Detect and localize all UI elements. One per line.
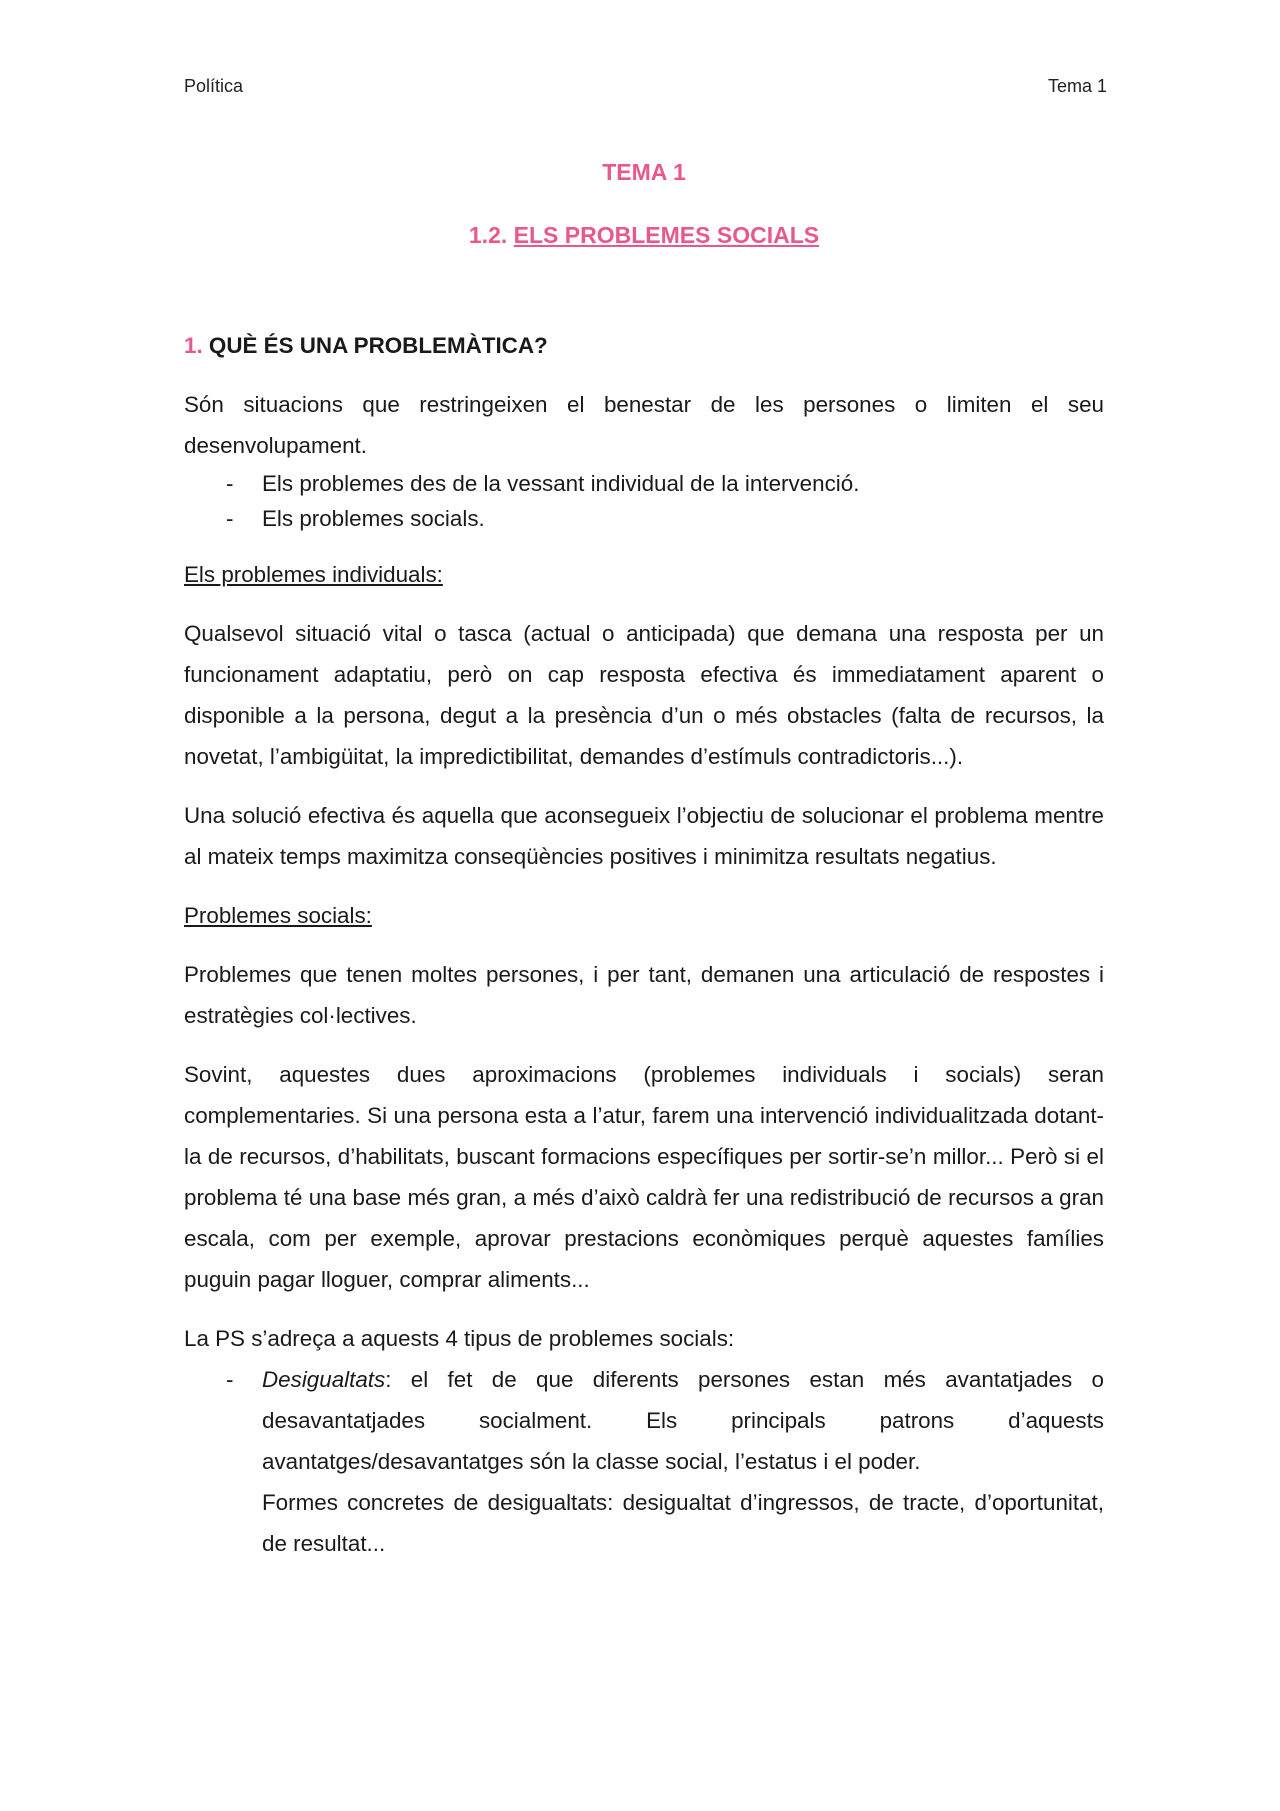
type-term: Desigualtats [262, 1367, 386, 1392]
individual-paragraph-1: Qualsevol situació vital o tasca (actual o anticipada) que demana una resposta per un funcionament adaptatiu, però on cap resposta efectiva és immediatament aparent o disponible a la persona, degut a la presència d’un o més obstacles (falta de recursos, la novetat, l’ambigüitat, la impredictibilitat, demandes d’estímuls contradictoris...). [184, 621, 1104, 769]
page-subtitle [184, 215, 1104, 256]
section-heading [184, 325, 1104, 366]
types-list [184, 1359, 1104, 1564]
section-number: 1. [184, 333, 203, 358]
list-item: - Els problemes socials. [184, 501, 1104, 536]
document-body [184, 152, 1104, 1564]
list-item [184, 1359, 1104, 1564]
page-title: TEMA 1 [602, 159, 686, 185]
type-detail: Formes concretes de desigualtats: desigualtat d’ingressos, de tracte, d’oportunitat, de resultat... [262, 1490, 1104, 1556]
dash-marker: - [226, 1367, 234, 1392]
list-item: - Els problemes des de la vessant individual de la intervenció. [184, 466, 1104, 501]
social-paragraph-3: La PS s’adreça a aquests 4 tipus de problemes socials: [184, 1326, 735, 1351]
social-paragraph-2: Sovint, aquestes dues aproximacions (problemes individuals i socials) seran complementaries. Si una persona esta a l’atur, farem una intervenció individualitzada dotant-la de recursos, d’habilitats, buscant formacions específiques per sortir-se’n millor... Però si el problema té una base més gran, a més d’això caldrà fer una redistribució de recursos a gran escala, com per exemple, aprovar prestacions econòmiques perquè aquestes famílies puguin pagar lloguer, comprar aliments... [184, 1062, 1104, 1292]
dash-marker: - [226, 506, 234, 531]
subtitle-prefix: 1.2. [468, 222, 514, 248]
header-topic: Tema 1 [1047, 76, 1107, 96]
intro-list [184, 466, 1104, 536]
intro-paragraph: Són situacions que restringeixen el benestar de les persones o limiten el seu desenvolupament. [184, 392, 1104, 458]
type-description: : el fet de que diferents persones estan més avantatjades o desavantatjades socialment. Els principals patrons d’aquests avantatges/desavantatges són la classe social, l’estatus i el poder. [262, 1367, 1104, 1474]
individual-paragraph-2: Una solució efectiva és aquella que aconsegueix l’objectiu de solucionar el problema mentre al mateix temps maximitza conseqüències positives i minimitza resultats negatius. [184, 803, 1104, 869]
subheading-social: Problemes socials: [184, 903, 372, 928]
subheading-individual: Els problemes individuals: [184, 562, 443, 587]
header-subject: Política [184, 76, 244, 96]
subtitle-underlined: ELS PROBLEMES SOCIALS [513, 222, 820, 248]
dash-marker: - [226, 471, 234, 496]
social-paragraph-1: Problemes que tenen moltes persones, i per tant, demanen una articulació de respostes i estratègies col·lectives. [184, 962, 1104, 1028]
section-title: QUÈ ÉS UNA PROBLEMÀTICA? [208, 333, 548, 358]
